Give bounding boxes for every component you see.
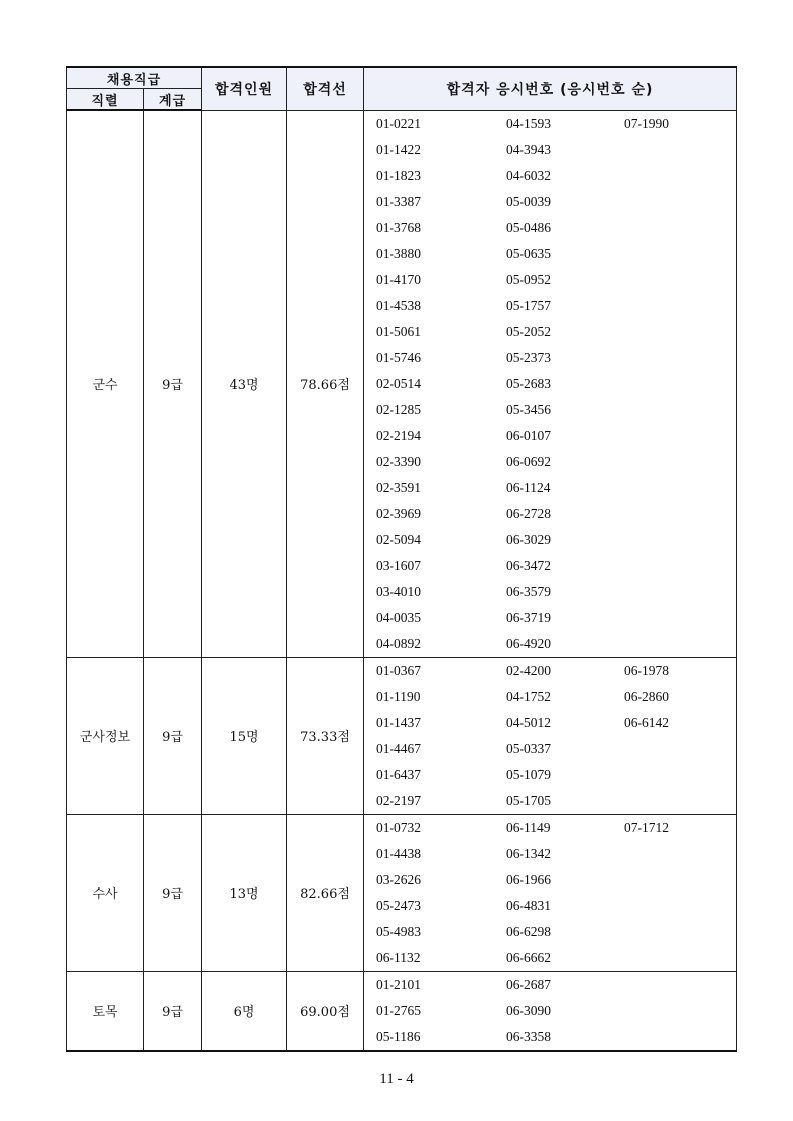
- applicant-number: 05-2683: [506, 375, 552, 391]
- applicant-number: 01-5061: [376, 323, 422, 339]
- applicant-number: 01-3880: [376, 245, 422, 261]
- applicant-number: 03-4010: [376, 583, 422, 599]
- applicant-number: 06-1149: [506, 819, 551, 835]
- applicant-number: [624, 319, 744, 345]
- applicant-number: 05-3456: [506, 401, 552, 417]
- applicant-numbers-cell: [364, 657, 737, 814]
- applicant-number: 01-4438: [376, 845, 422, 861]
- applicant-number-list: [364, 972, 736, 1050]
- applicant-number: [624, 893, 744, 919]
- series-cell: 토목: [67, 971, 144, 1051]
- applicant-number: [624, 919, 744, 945]
- applicant-number: 01-0732: [376, 819, 422, 835]
- applicant-number: 01-0367: [376, 662, 422, 678]
- applicant-number: 05-2373: [506, 349, 552, 365]
- applicant-number: [624, 163, 744, 189]
- applicant-numbers-cell: [364, 814, 737, 971]
- header-series: 직렬: [67, 89, 144, 111]
- grade-cell: 9급: [144, 971, 202, 1051]
- applicant-number: 06-3719: [506, 609, 552, 625]
- grade-cell: 9급: [144, 657, 202, 814]
- applicant-number: [624, 605, 744, 631]
- applicant-number: 05-0337: [506, 740, 552, 756]
- applicant-number: [624, 788, 744, 814]
- applicant-number: 06-1966: [506, 871, 552, 887]
- applicant-number: 07-1712: [624, 819, 670, 835]
- header-recruit-grade: 채용직급: [67, 67, 202, 89]
- applicant-number: 05-1079: [506, 766, 552, 782]
- applicant-number: [624, 972, 744, 998]
- applicant-number: 01-5746: [376, 349, 422, 365]
- applicant-number: 01-2765: [376, 1002, 422, 1018]
- applicant-number: 06-2687: [506, 976, 552, 992]
- applicant-number: [624, 449, 744, 475]
- applicant-number: [624, 215, 744, 241]
- table-row: [67, 971, 737, 1051]
- applicant-number: 06-2728: [506, 505, 552, 521]
- header-cutoff: 합격선: [287, 67, 364, 110]
- header-grade: 계급: [144, 89, 202, 111]
- applicant-number: 04-6032: [506, 167, 552, 183]
- applicant-number: 01-3768: [376, 219, 422, 235]
- applicant-number: 05-4983: [376, 923, 422, 939]
- applicant-number: 06-6142: [624, 714, 670, 730]
- applicant-number: 01-1422: [376, 141, 422, 157]
- applicant-number: 06-1342: [506, 845, 552, 861]
- page-number: 11 - 4: [379, 1071, 414, 1087]
- pass-count-cell: 13명: [202, 814, 287, 971]
- applicant-number: 05-0039: [506, 193, 552, 209]
- applicant-number: [624, 267, 744, 293]
- applicant-number: 01-1190: [376, 688, 421, 704]
- applicant-number: 02-1285: [376, 401, 422, 417]
- applicant-number: 03-1607: [376, 557, 422, 573]
- grade-cell: 9급: [144, 110, 202, 657]
- applicant-number-list: [364, 815, 736, 971]
- grade-cell: 9급: [144, 814, 202, 971]
- applicant-number: 06-4831: [506, 897, 552, 913]
- applicant-number: [624, 631, 744, 657]
- applicant-number: 04-1593: [506, 115, 552, 131]
- applicant-number: 06-3029: [506, 531, 552, 547]
- applicant-number: [624, 553, 744, 579]
- applicant-number: 02-5094: [376, 531, 422, 547]
- applicant-number: [624, 1024, 744, 1050]
- applicant-number-list: [364, 111, 736, 657]
- applicant-number: 06-0107: [506, 427, 552, 443]
- applicant-number: 06-1124: [506, 479, 551, 495]
- applicant-number: 01-4538: [376, 297, 422, 313]
- applicant-number: 06-3090: [506, 1002, 552, 1018]
- pass-count-cell: 15명: [202, 657, 287, 814]
- applicant-number: [624, 241, 744, 267]
- applicant-number: 02-0514: [376, 375, 422, 391]
- applicant-number: [624, 345, 744, 371]
- applicant-number: [624, 841, 744, 867]
- applicant-number: 02-2197: [376, 792, 422, 808]
- applicant-number: 05-2052: [506, 323, 552, 339]
- applicant-number: 03-2626: [376, 871, 422, 887]
- applicant-number: 06-3579: [506, 583, 552, 599]
- series-cell: 군수: [67, 110, 144, 657]
- applicant-number: 06-6662: [506, 949, 552, 965]
- applicant-numbers-cell: [364, 971, 737, 1051]
- applicant-number: 04-1752: [506, 688, 552, 704]
- applicant-number: [624, 579, 744, 605]
- applicant-number: [624, 397, 744, 423]
- applicant-number: 06-3472: [506, 557, 552, 573]
- applicant-number: [624, 189, 744, 215]
- table-row: [67, 110, 737, 657]
- applicant-number: 01-1437: [376, 714, 422, 730]
- applicant-number: 06-0692: [506, 453, 552, 469]
- applicant-number: 06-1978: [624, 662, 670, 678]
- applicant-number: 02-3591: [376, 479, 422, 495]
- applicant-number: 05-1186: [376, 1028, 421, 1044]
- applicant-numbers-cell: [364, 110, 737, 657]
- applicant-number: 05-1705: [506, 792, 552, 808]
- applicant-number: 05-0635: [506, 245, 552, 261]
- pass-count-cell: 43명: [202, 110, 287, 657]
- applicant-number: 02-3969: [376, 505, 422, 521]
- applicant-number: [624, 945, 744, 971]
- applicant-number: 05-2473: [376, 897, 422, 913]
- series-cell: 군사정보: [67, 657, 144, 814]
- applicant-number: [624, 867, 744, 893]
- series-cell: 수사: [67, 814, 144, 971]
- applicant-number: 02-3390: [376, 453, 422, 469]
- table-header: [67, 67, 737, 110]
- applicant-number: 01-1823: [376, 167, 422, 183]
- cutoff-cell: 73.33점: [287, 657, 364, 814]
- applicant-number: 04-3943: [506, 141, 552, 157]
- applicant-number: [624, 527, 744, 553]
- applicant-number: 04-0035: [376, 609, 422, 625]
- applicant-number: [624, 423, 744, 449]
- applicant-number: 01-4467: [376, 740, 422, 756]
- applicant-number: 01-6437: [376, 766, 422, 782]
- applicant-number: [624, 293, 744, 319]
- applicant-number: 04-5012: [506, 714, 552, 730]
- applicant-number: 01-0221: [376, 115, 422, 131]
- results-table: [66, 66, 737, 1052]
- applicant-number: 06-2860: [624, 688, 670, 704]
- cutoff-cell: 82.66점: [287, 814, 364, 971]
- applicant-number: [624, 371, 744, 397]
- applicant-number: 05-0952: [506, 271, 552, 287]
- table-row: [67, 657, 737, 814]
- applicant-number: [624, 762, 744, 788]
- applicant-number: 01-4170: [376, 271, 422, 287]
- applicant-number: 07-1990: [624, 115, 670, 131]
- header-applicant-numbers: 합격자 응시번호 (응시번호 순): [364, 67, 737, 110]
- applicant-number: 06-6298: [506, 923, 552, 939]
- pass-count-cell: 6명: [202, 971, 287, 1051]
- applicant-number: 01-3387: [376, 193, 422, 209]
- applicant-number: 05-1757: [506, 297, 552, 313]
- applicant-number: [624, 736, 744, 762]
- applicant-number: 05-0486: [506, 219, 552, 235]
- applicant-number: 06-4920: [506, 635, 552, 651]
- applicant-number: 06-1132: [376, 949, 421, 965]
- cutoff-cell: 69.00점: [287, 971, 364, 1051]
- applicant-number-list: [364, 658, 736, 814]
- table-body: [67, 110, 737, 1051]
- header-pass-count: 합격인원: [202, 67, 287, 110]
- cutoff-cell: 78.66점: [287, 110, 364, 657]
- applicant-number: 06-3358: [506, 1028, 552, 1044]
- applicant-number: 02-2194: [376, 427, 422, 443]
- table-row: [67, 814, 737, 971]
- applicant-number: [624, 137, 744, 163]
- applicant-number: 02-4200: [506, 662, 552, 678]
- applicant-number: [624, 475, 744, 501]
- applicant-number: [624, 998, 744, 1024]
- applicant-number: [624, 501, 744, 527]
- applicant-number: 01-2101: [376, 976, 422, 992]
- applicant-number: 04-0892: [376, 635, 422, 651]
